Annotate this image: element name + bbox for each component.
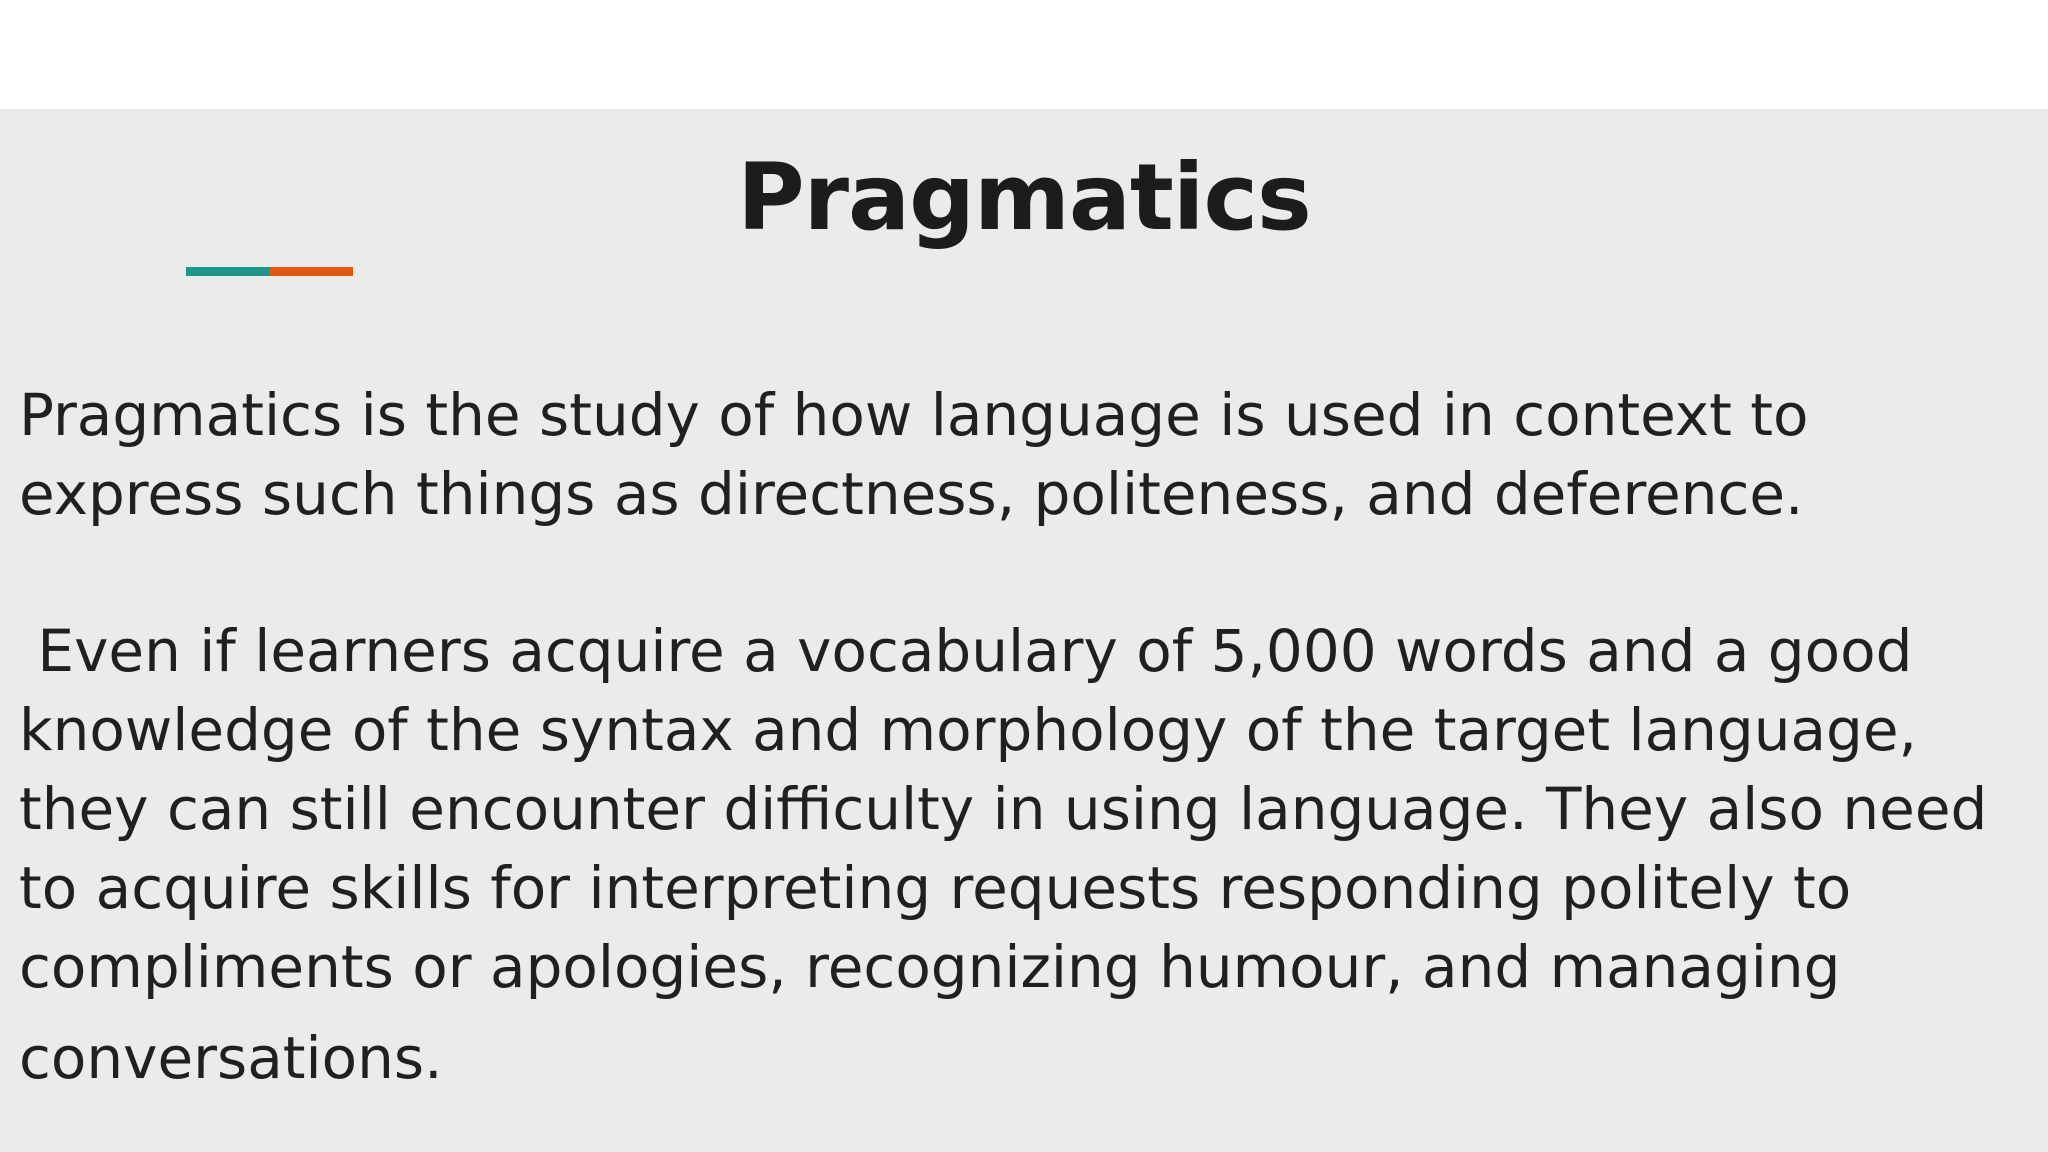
accent-bar-right-segment (270, 267, 353, 276)
accent-bar-left-segment (186, 267, 270, 276)
title-accent-bar (186, 267, 353, 276)
paragraph-2-line-2: knowledge of the syntax and morphology of the target language, (19, 696, 1917, 764)
paragraph-1-line-2: express such things as directness, politeness, and deference. (19, 460, 1804, 528)
paragraph-2-line-6: conversations. (19, 1024, 443, 1092)
paragraph-2-line-4: to acquire skills for interpreting requests responding politely to (19, 854, 1852, 922)
slide-body (19, 376, 2029, 1098)
paragraph-2-line-1: Even if learners acquire a vocabulary of 5,000 words and a good (19, 617, 1913, 685)
paragraph-2-line-3: they can still encounter difficulty in using language. They also need (19, 775, 1988, 843)
paragraph-1-line-1: Pragmatics is the study of how language is used in context to (19, 381, 1809, 449)
slide-title: Pragmatics (737, 144, 1311, 251)
paragraph-2-line-5: compliments or apologies, recognizing humour, and managing (19, 933, 1841, 1001)
paragraph-spacer (19, 534, 2029, 612)
